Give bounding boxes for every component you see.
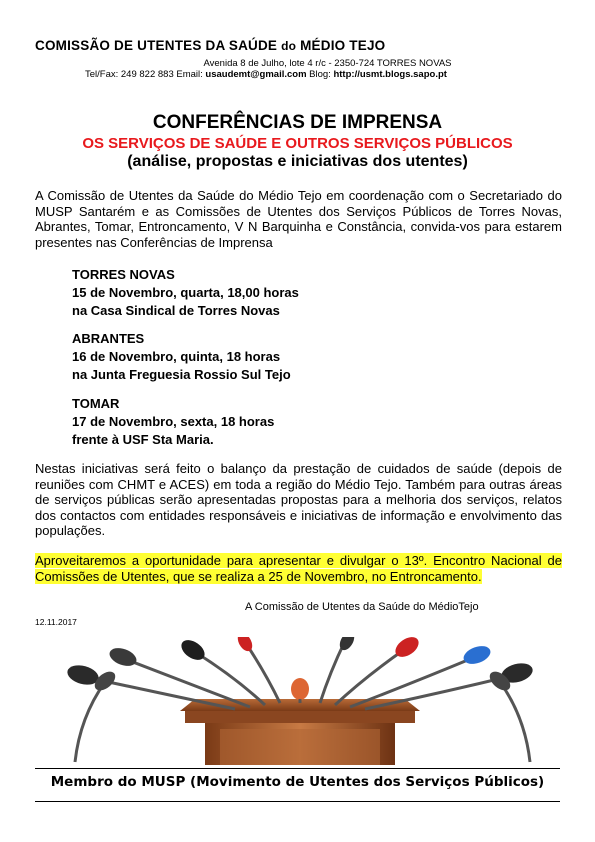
event-when: 17 de Novembro, sexta, 18 horas [72,414,275,429]
event-place: TOMAR [72,396,120,411]
signature-line: A Comissão de Utentes da Saúde do MédioTejo [245,601,479,613]
contact-line: Tel/Fax: 249 822 883 Email: usaudemt@gmail.com Blog: http://usmt.blogs.sapo.pt [85,69,447,80]
event-tomar [72,395,274,449]
footer-top-rule [35,768,560,769]
intro-paragraph: A Comissão de Utentes da Saúde do Médio Tejo em coordenação com o Secretariado do MUSP Santarém e as Comissões de Utentes dos Serviços Públicos de Torres Novas, Abrantes, Tomar, Entroncamento, V N Barquinha e Constância, convida-vos para estarem presentes nas Conferências de Imprensa [35,188,562,250]
footer-membership: Membro do MUSP (Movimento de Utentes dos Serviços Públicos) [50,774,545,790]
address-line: Avenida 8 de Julho, lote 4 r/c - 2350-724 TORRES NOVAS [203,58,452,69]
event-abrantes [72,330,291,384]
page-subtitle: OS SERVIÇOS DE SAÚDE E OUTROS SERVIÇOS PÚBLICOS [82,135,513,152]
highlighted-paragraph: Aproveitaremos a oportunidade para apresentar e divulgar o 13º. Encontro Nacional de Comissões de Utentes, que se realiza a 25 de Novembro, no Entroncamento. [35,553,562,584]
event-where: frente à USF Sta Maria. [72,432,214,447]
event-when: 15 de Novembro, quarta, 18,00 horas [72,285,299,300]
footer-bottom-rule [35,801,560,802]
event-when: 16 de Novembro, quinta, 18 horas [72,349,281,364]
blog-link[interactable]: http://usmt.blogs.sapo.pt [333,69,447,80]
event-torres-novas [72,266,299,320]
page-subtitle-secondary: (análise, propostas e iniciativas dos utentes) [127,153,468,170]
event-place: TORRES NOVAS [72,267,175,282]
event-where: na Junta Freguesia Rossio Sul Tejo [72,367,291,382]
page-title: CONFERÊNCIAS DE IMPRENSA [152,112,443,133]
organization-name: COMISSÃO DE UTENTES DA SAÚDE do MÉDIO TEJO [35,38,386,53]
document-date: 12.11.2017 [35,617,77,627]
email-link[interactable]: usaudemt@gmail.com [205,69,307,80]
event-where: na Casa Sindical de Torres Novas [72,303,280,318]
podium-microphones-illustration [45,637,555,765]
body-paragraph: Nestas iniciativas será feito o balanço da prestação de cuidados de saúde (depois de reuniões com CHMT e ACES) em toda a região do Médio Tejo. Também para outras áreas de serviços públicas serão apresentadas propostas para a melhoria dos serviços, relatos dos contactos com entidades responsáveis e iniciativas de informação e envolvimento das populações. [35,461,562,538]
event-place: ABRANTES [72,331,145,346]
